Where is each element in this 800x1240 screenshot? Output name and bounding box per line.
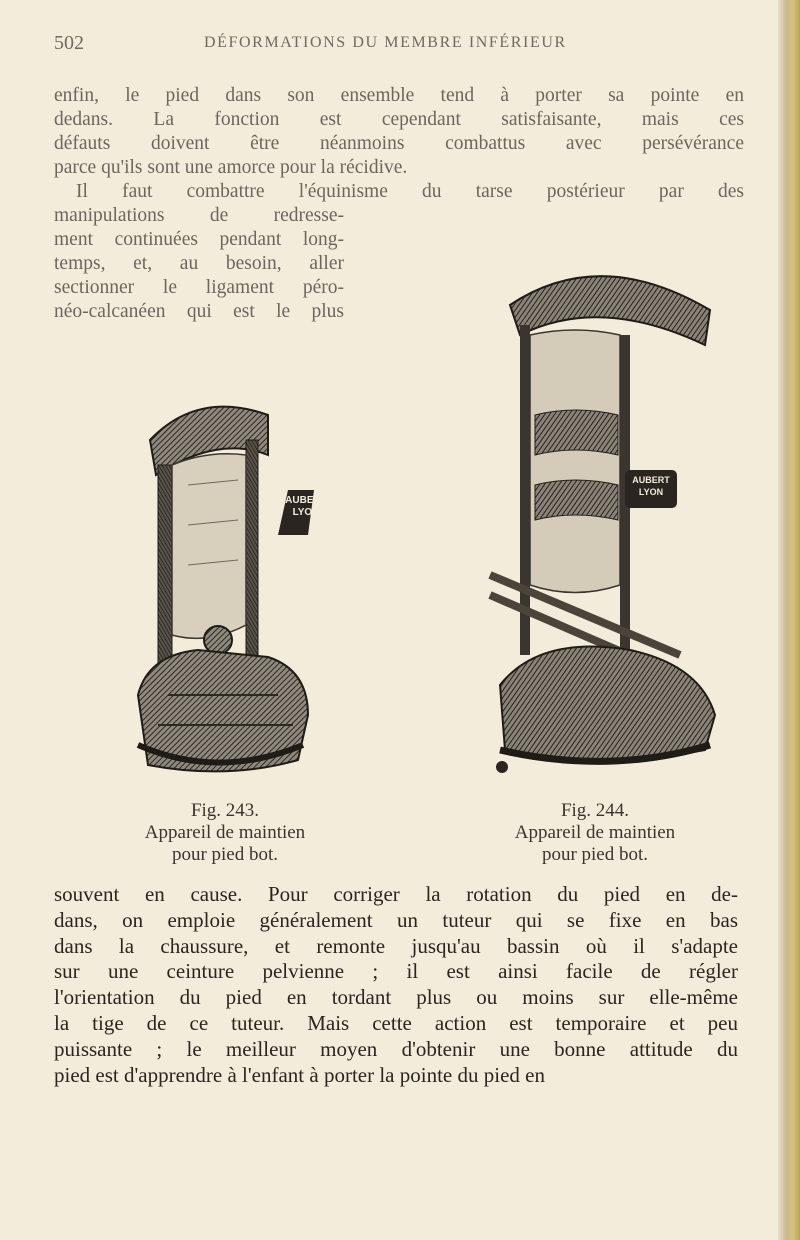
badge-line: LYON [292, 507, 320, 518]
figure-243-illustration [128, 395, 327, 775]
page-header [54, 24, 754, 52]
caption-line: Appareil de maintien [144, 822, 306, 843]
text-line: la tige de ce tuteur. Mais cette action est temporaire et peu [54, 1010, 738, 1035]
page-edge [778, 0, 800, 1240]
caption-line: pour pied bot. [171, 844, 279, 865]
running-title: DÉFORMATIONS DU MEMBRE INFÉRIEUR [204, 34, 567, 51]
text-line: souvent en cause. Pour corriger la rotation du pied en de- [54, 882, 738, 906]
caption-line: Appareil de maintien [514, 822, 676, 843]
text-line: ment continuées pendant long- [54, 229, 344, 250]
text-line: dedans. La fonction est cependant satisfaisante, mais ces [54, 109, 744, 130]
text-line: défauts doivent être néanmoins combattus avec persévérance [54, 133, 744, 154]
text-line: sur une ceinture pelvienne ; il est ainsi facile de régler [54, 959, 738, 984]
maker-badge [278, 495, 334, 519]
badge-line: AUBERT [285, 495, 327, 506]
maker-badge [625, 474, 677, 498]
caption-line: pour pied bot. [541, 844, 649, 865]
figure-number: Fig. 243. [190, 800, 260, 821]
text-line: puissante ; le meilleur moyen d'obtenir une bonne attitude du [54, 1036, 738, 1061]
text-line: temps, et, au besoin, aller [54, 253, 344, 274]
text-line: enfin, le pied dans son ensemble tend à porter sa pointe en [54, 85, 744, 106]
text-line: parce qu'ils sont une amorce pour la récidive. [54, 157, 408, 178]
page-number: 502 [54, 32, 84, 54]
text-line: sectionner le ligament péro- [54, 277, 344, 298]
figure-244-caption [455, 800, 735, 866]
text-line: dans, on emploie généralement un tuteur qui se fixe en bas [54, 907, 738, 932]
badge-line: LYON [638, 487, 664, 497]
figure-number: Fig. 244. [560, 800, 630, 821]
text-line: Il faut combattre l'équinisme du tarse postérieur par des [76, 181, 744, 202]
text-line: manipulations de redresse- [54, 205, 344, 226]
text-line: dans la chaussure, et remonte jusqu'au bassin où il s'adapte [54, 933, 738, 958]
text-line: néo-calcanéen qui est le plus [54, 301, 344, 322]
figure-243-caption [100, 800, 350, 866]
figure-244-illustration [480, 255, 720, 780]
badge-line: AUBERT [632, 475, 670, 485]
text-line: l'orientation du pied en tordant plus ou moins sur elle-même [54, 985, 738, 1010]
body-text-bottom [54, 882, 738, 1088]
text-line: pied est d'apprendre à l'enfant à porter la pointe du pied en [54, 1062, 545, 1087]
